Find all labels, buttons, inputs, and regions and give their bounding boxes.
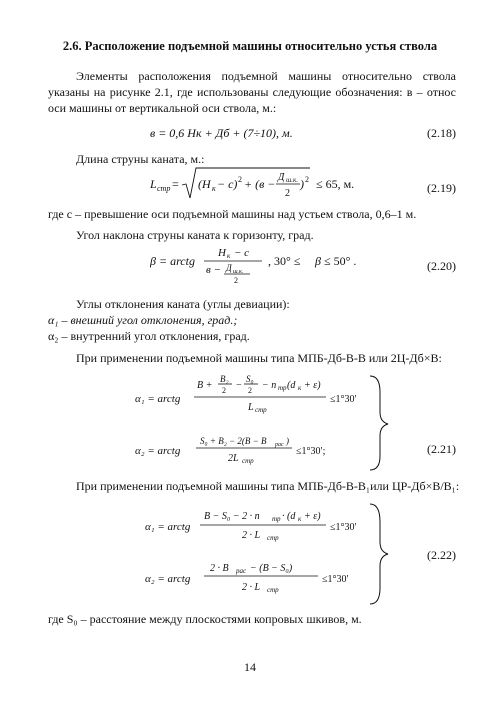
- svg-text:стр: стр: [267, 534, 279, 542]
- svg-text:α₁ = arctg: α₁ = arctg: [135, 393, 181, 405]
- section-heading: 2.6. Расположение подъемной машины относительно устья ствола: [62, 39, 438, 53]
- cr-case-intro: При применении подъемной машины типа МПБ-Дб-В-В₁или ЦР-Дб×В/В₁:: [76, 479, 460, 493]
- svg-text:≤1°30′: ≤1°30′: [330, 394, 357, 405]
- svg-text:+ ε): + ε): [304, 380, 321, 391]
- svg-text:к: к: [298, 384, 302, 392]
- svg-text:Д: Д: [226, 263, 232, 273]
- equation-2-18: в = 0,6 Hк + Дб + (7÷10), м.: [150, 126, 293, 140]
- svg-text:B₂: B₂: [220, 374, 229, 384]
- svg-text:тр: тр: [278, 384, 287, 392]
- svg-text:≤1°30′: ≤1°30′: [330, 522, 357, 533]
- svg-text:− c): − c): [217, 177, 238, 191]
- equation-number-2-18: (2.18): [427, 126, 456, 140]
- svg-text:к: к: [298, 515, 302, 523]
- svg-text:стр: стр: [267, 586, 279, 594]
- svg-text:(H: (H: [198, 177, 211, 191]
- svg-text:B − S₀ − 2 · n: B − S₀ − 2 · n: [204, 511, 260, 522]
- svg-text:− n: − n: [262, 380, 277, 391]
- svg-text:тр: тр: [272, 515, 281, 523]
- svg-text:2: 2: [285, 188, 290, 199]
- svg-text:2 · B: 2 · B: [210, 563, 229, 574]
- svg-text:2L: 2L: [228, 453, 239, 464]
- page-number: 14: [244, 660, 256, 674]
- svg-text:(d: (d: [287, 380, 296, 391]
- svg-text:стр: стр: [255, 406, 267, 414]
- svg-text:2: 2: [234, 276, 238, 285]
- svg-text:к: к: [212, 184, 216, 193]
- svg-text:≤ 65, м.: ≤ 65, м.: [316, 177, 355, 191]
- svg-text:· (d: · (d: [282, 511, 296, 522]
- svg-text:2: 2: [238, 175, 242, 184]
- svg-text:+ (в −: + (в −: [244, 177, 276, 191]
- svg-text:2 · L: 2 · L: [242, 530, 261, 541]
- svg-text:в −: в −: [206, 264, 221, 276]
- equation-2-22: [100, 500, 400, 610]
- intro-paragraph: Элементы расположения подъемной машины относительно ствола указаны на рисунке 2.1, где использованы следующие обозначения: в – относ оси машины от вертикальной оси ствола, м.:: [48, 69, 456, 115]
- deviation-intro: Углы отклонения каната (углы девиации):: [76, 297, 290, 311]
- svg-text:−: −: [236, 380, 242, 391]
- where-c-definition: где с – превышение оси подъемной машины над устьем ствола, 0,6–1 м.: [48, 207, 417, 221]
- equation-2-20: [150, 243, 370, 285]
- svg-text:ш.к.: ш.к.: [233, 269, 244, 275]
- svg-text:, 30° ≤: , 30° ≤: [268, 254, 301, 268]
- svg-text:− (B − S₀): − (B − S₀): [250, 563, 293, 574]
- svg-text:B +: B +: [197, 380, 213, 391]
- svg-text:α₁ = arctg: α₁ = arctg: [145, 521, 191, 533]
- svg-text:S₀ + B₂ − 2(B − B: S₀ + B₂ − 2(B − B: [200, 436, 267, 446]
- svg-text:2: 2: [305, 175, 309, 184]
- svg-text:2 · L: 2 · L: [242, 582, 261, 593]
- svg-text:≤1°30′;: ≤1°30′;: [296, 446, 326, 457]
- svg-text:стр: стр: [242, 457, 254, 465]
- alpha1-definition: α₁ – внешний угол отклонения, град.;: [48, 313, 238, 327]
- svg-text:L: L: [248, 402, 254, 413]
- svg-text:рас: рас: [275, 442, 284, 448]
- svg-text:β = arctg: β = arctg: [150, 254, 195, 268]
- svg-text:≤1°30′: ≤1°30′: [322, 574, 349, 585]
- where-s0-definition: где S₀ – расстояние между плоскостями копровых шкивов, м.: [48, 612, 362, 626]
- svg-text:− c: − c: [234, 247, 250, 259]
- rope-length-intro: Длина струны каната, м.:: [76, 152, 205, 166]
- svg-text:рас: рас: [236, 567, 247, 575]
- svg-text:H: H: [218, 247, 226, 259]
- svg-text:≤ 50° .: ≤ 50° .: [324, 254, 357, 268]
- svg-text:): ): [300, 177, 304, 191]
- svg-text:к: к: [227, 252, 231, 260]
- svg-text:стр: стр: [157, 184, 171, 193]
- equation-number-2-20: (2.20): [427, 259, 456, 273]
- equation-number-2-22: (2.22): [427, 548, 456, 562]
- svg-text:): ): [286, 436, 289, 446]
- svg-text:Д: Д: [278, 172, 285, 183]
- svg-text:L: L: [150, 177, 157, 191]
- svg-text:=: =: [172, 177, 179, 191]
- svg-text:α₂ = arctg: α₂ = arctg: [145, 573, 191, 585]
- equation-2-19: [150, 164, 360, 202]
- svg-text:β: β: [315, 254, 321, 268]
- angle-intro: Угол наклона струны каната к горизонту, град.: [76, 228, 314, 242]
- alpha2-definition: α₂ – внутренний угол отклонения, град.: [48, 329, 250, 343]
- svg-text:S₀: S₀: [246, 374, 254, 384]
- equation-2-21: [100, 372, 400, 472]
- svg-text:2: 2: [248, 386, 252, 395]
- svg-text:α₂ = arctg: α₂ = arctg: [135, 445, 181, 457]
- svg-text:2: 2: [222, 386, 226, 395]
- equation-number-2-21: (2.21): [427, 442, 456, 456]
- mpb-case-intro: При применении подъемной машины типа МПБ-Дб-В-В или 2Ц-Дб×В:: [76, 351, 442, 365]
- svg-text:ш.к.: ш.к.: [286, 176, 299, 184]
- svg-text:+ ε): + ε): [304, 511, 321, 522]
- equation-number-2-19: (2.19): [427, 181, 456, 195]
